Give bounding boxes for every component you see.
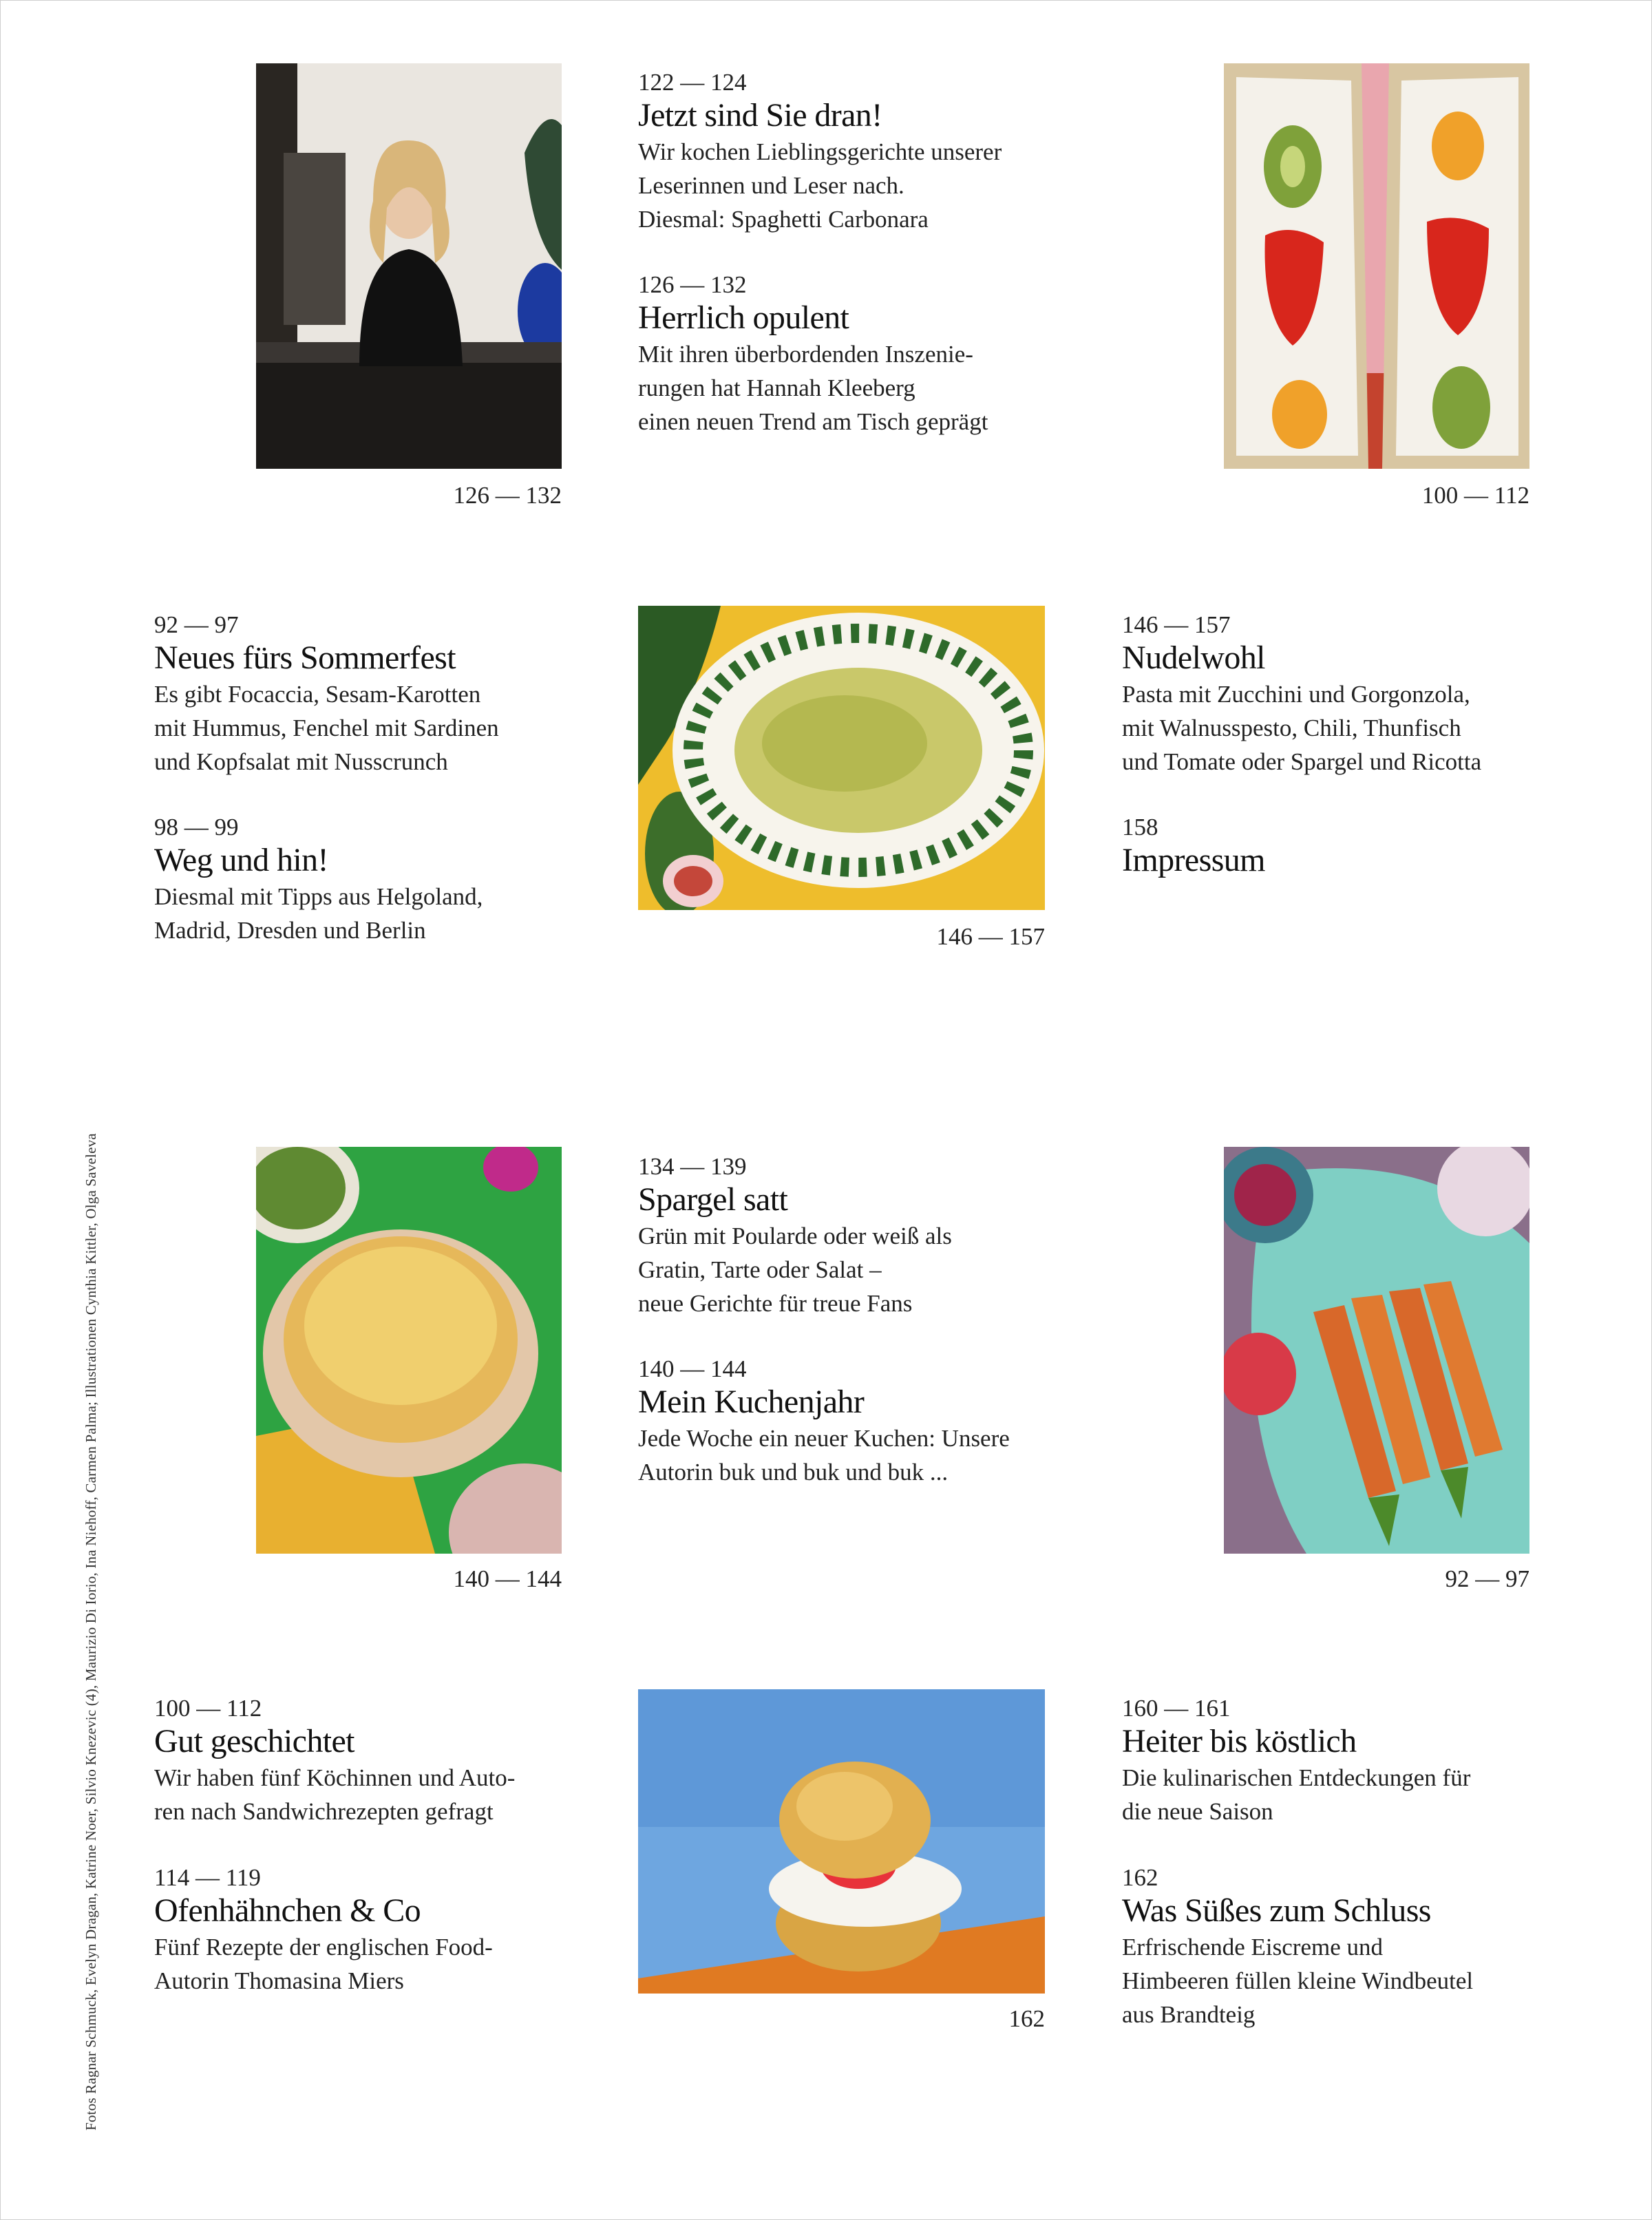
toc-entry[interactable] — [154, 814, 595, 947]
entry-title: Weg und hin! — [154, 842, 328, 878]
entry-description: Mit ihren überbordenden Inszenie- rungen hat Hannah Kleeberg einen neuen Trend am Tisch geprägt — [638, 341, 988, 435]
entry-pages: 114 — 119 — [154, 1864, 261, 1891]
entry-description: Wir kochen Lieblingsgerichte unserer Leserinnen und Leser nach. Diesmal: Spaghetti Carbonara — [638, 138, 1002, 233]
entry-title: Neues fürs Sommerfest — [154, 639, 456, 676]
entry-description: Erfrischende Eiscreme und Himbeeren füllen kleine Windbeutel aus Brandteig — [1122, 1934, 1474, 2028]
entry-description: Diesmal mit Tipps aus Helgoland, Madrid, Dresden und Berlin — [154, 883, 483, 944]
entry-description: Wir haben fünf Köchinnen und Auto- ren nach Sandwichrezepten gefragt — [154, 1764, 516, 1825]
entry-pages: 126 — 132 — [638, 271, 747, 298]
entry-description: Pasta mit Zucchini und Gorgonzola, mit Walnusspesto, Chili, Thunfisch und Tomate oder Spargel und Ricotta — [1122, 681, 1482, 775]
entry-pages: 122 — 124 — [638, 69, 747, 96]
photo-caption: 146 — 157 — [936, 923, 1045, 950]
entry-pages: 98 — 99 — [154, 814, 239, 841]
toc-entry[interactable] — [154, 1864, 595, 1998]
photo-credit: Fotos Ragnar Schmuck, Evelyn Dragan, Katrine Noer, Silvio Knezevic (4), Maurizio Di Iorio, Ina Niehoff, Carmen Palma; Illustrationen Cynthia Kittler, Olga Saveleva — [83, 1133, 99, 2131]
entry-pages: 140 — 144 — [638, 1355, 747, 1382]
toc-entry[interactable] — [154, 611, 595, 779]
photo-caption: 100 — 112 — [1421, 482, 1529, 509]
entry-title: Gut geschichtet — [154, 1723, 354, 1759]
photo-caption: 92 — 97 — [1445, 1565, 1529, 1592]
entry-description: Grün mit Poularde oder weiß als Gratin, Tarte oder Salat – neue Gerichte für treue Fans — [638, 1223, 952, 1317]
photo-carrots — [1224, 1147, 1529, 1554]
entry-description: Fünf Rezepte der englischen Food- Autorin Thomasina Miers — [154, 1934, 493, 1994]
entry-pages: 160 — 161 — [1122, 1695, 1231, 1722]
entry-pages: 92 — 97 — [154, 611, 239, 638]
entry-pages: 158 — [1122, 814, 1158, 841]
entry-title: Herrlich opulent — [638, 299, 849, 336]
entry-title: Ofenhähnchen & Co — [154, 1892, 421, 1929]
photo-fruit-sandwich — [1224, 63, 1529, 469]
toc-entry[interactable] — [154, 1695, 595, 1828]
entry-pages: 134 — 139 — [638, 1153, 747, 1180]
toc-entry[interactable] — [638, 69, 1079, 236]
toc-entry[interactable] — [1122, 1695, 1563, 1828]
toc-entry[interactable] — [638, 1355, 1079, 1489]
entry-title: Was Süßes zum Schluss — [1122, 1892, 1431, 1929]
entry-title: Heiter bis köstlich — [1122, 1723, 1357, 1759]
entry-pages: 162 — [1122, 1864, 1158, 1891]
entry-title: Mein Kuchenjahr — [638, 1384, 865, 1420]
photo-caption: 140 — 144 — [453, 1565, 562, 1592]
photo-caption: 126 — 132 — [453, 482, 562, 509]
entry-pages: 100 — 112 — [154, 1695, 262, 1722]
entry-title: Spargel satt — [638, 1181, 788, 1218]
entry-title: Jetzt sind Sie dran! — [638, 97, 882, 134]
photo-cream-puff — [638, 1689, 1045, 1994]
entry-description: Die kulinarischen Entdeckungen für die neue Saison — [1122, 1764, 1471, 1825]
toc-entry[interactable] — [1122, 1864, 1563, 2031]
toc-entry[interactable] — [1122, 814, 1563, 880]
entry-description: Es gibt Focaccia, Sesam-Karotten mit Hummus, Fenchel mit Sardinen und Kopfsalat mit Nusscrunch — [154, 681, 499, 775]
photo-caption: 162 — [1008, 2005, 1045, 2032]
entry-description: Jede Woche ein neuer Kuchen: Unsere Autorin buk und buk und buk ... — [638, 1425, 1010, 1486]
photo-pasta-plate — [638, 606, 1045, 910]
entry-title: Impressum — [1122, 842, 1265, 878]
photo-cake — [256, 1147, 562, 1554]
photo-hannah-kleeberg — [256, 63, 562, 469]
toc-entry[interactable] — [638, 1153, 1079, 1320]
entry-pages: 146 — 157 — [1122, 611, 1231, 638]
toc-entry[interactable] — [638, 271, 1079, 438]
toc-entry[interactable] — [1122, 611, 1563, 779]
entry-title: Nudelwohl — [1122, 639, 1265, 676]
